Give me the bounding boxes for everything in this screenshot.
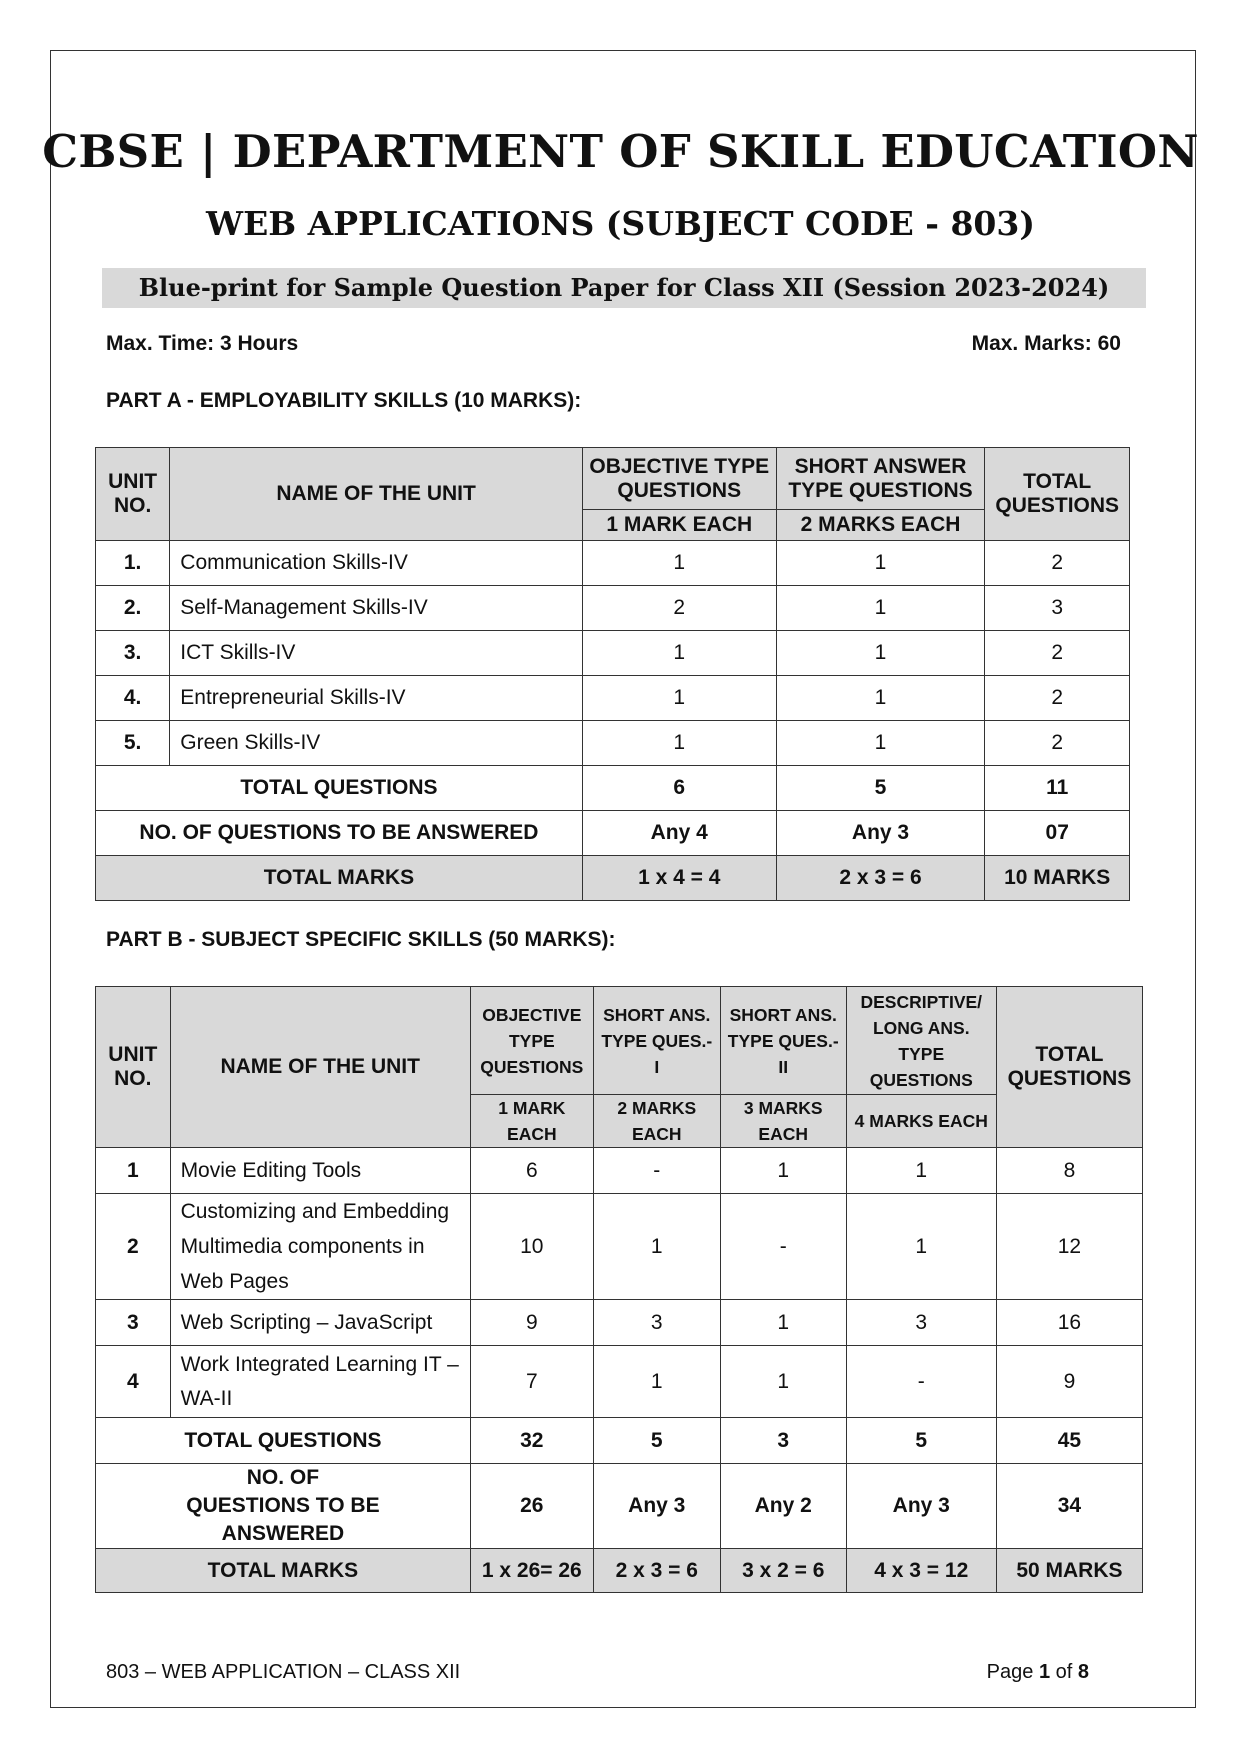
unit-no: 2.	[96, 586, 170, 631]
footer-subject: 803 – WEB APPLICATION – CLASS XII	[106, 1661, 461, 1683]
header-objective: OBJECTIVE TYPE QUESTIONS	[470, 987, 593, 1095]
to-answer-long: Any 3	[846, 1464, 996, 1549]
marks-objective: 1 x 26= 26	[470, 1549, 593, 1593]
total-all: 45	[996, 1418, 1142, 1464]
unit-no: 3	[96, 1300, 171, 1346]
objective-count: 1	[582, 631, 776, 676]
total-objective: 32	[470, 1418, 593, 1464]
unit-name: Work Integrated Learning IT – WA-II	[170, 1346, 470, 1418]
header-total: TOTAL QUESTIONS	[985, 448, 1130, 541]
total-short2: 3	[720, 1418, 846, 1464]
to-answer-row	[96, 811, 1130, 856]
short1-count: -	[593, 1148, 720, 1194]
header-unit-name: NAME OF THE UNIT	[170, 448, 583, 541]
part-a-heading: PART A - EMPLOYABILITY SKILLS (10 MARKS):	[106, 389, 582, 412]
to-answer-objective: 26	[470, 1464, 593, 1549]
page-total: 8	[1077, 1661, 1089, 1683]
objective-count: 9	[470, 1300, 593, 1346]
marks-short2: 3 x 2 = 6	[720, 1549, 846, 1593]
header-short-2-marks: 3 MARKS EACH	[720, 1095, 846, 1148]
part-a-table	[95, 447, 1130, 901]
objective-count: 1	[582, 721, 776, 766]
short2-count: -	[720, 1194, 846, 1300]
total-count: 2	[985, 541, 1130, 586]
total-count: 9	[996, 1346, 1142, 1418]
header-objective: OBJECTIVE TYPE QUESTIONS	[582, 448, 776, 510]
to-answer-short2: Any 2	[720, 1464, 846, 1549]
total-marks-label: TOTAL MARKS	[96, 1549, 471, 1593]
total-marks-label: TOTAL MARKS	[96, 856, 583, 901]
header-short-answer: SHORT ANSWER TYPE QUESTIONS	[776, 448, 985, 510]
short-count: 1	[776, 541, 985, 586]
page-of: of	[1055, 1661, 1073, 1683]
total-count: 8	[996, 1148, 1142, 1194]
to-answer-short1: Any 3	[593, 1464, 720, 1549]
short-count: 1	[776, 631, 985, 676]
marks-short1: 2 x 3 = 6	[593, 1549, 720, 1593]
long-count: -	[846, 1346, 996, 1418]
unit-name: Customizing and Embedding Multimedia components in Web Pages	[170, 1194, 470, 1300]
marks-total: 10 MARKS	[985, 856, 1130, 901]
to-answer-objective: Any 4	[582, 811, 776, 856]
document-title: CBSE | DEPARTMENT OF SKILL EDUCATION	[42, 125, 1199, 178]
marks-long: 4 x 3 = 12	[846, 1549, 996, 1593]
total-long: 5	[846, 1418, 996, 1464]
max-time: Max. Time: 3 Hours	[106, 332, 299, 355]
objective-count: 1	[582, 676, 776, 721]
table-row	[96, 721, 1130, 766]
unit-name: Green Skills-IV	[170, 721, 583, 766]
short2-count: 1	[720, 1148, 846, 1194]
short-count: 1	[776, 676, 985, 721]
header-long: DESCRIPTIVE/ LONG ANS. TYPE QUESTIONS	[846, 987, 996, 1095]
objective-count: 6	[470, 1148, 593, 1194]
unit-no: 3.	[96, 631, 170, 676]
header-short-marks: 2 MARKS EACH	[776, 510, 985, 541]
total-count: 2	[985, 721, 1130, 766]
objective-count: 1	[582, 541, 776, 586]
unit-no: 4.	[96, 676, 170, 721]
total-questions-label: TOTAL QUESTIONS	[96, 1418, 471, 1464]
short1-count: 3	[593, 1300, 720, 1346]
unit-no: 5.	[96, 721, 170, 766]
short-count: 1	[776, 586, 985, 631]
short1-count: 1	[593, 1346, 720, 1418]
header-long-marks: 4 MARKS EACH	[846, 1095, 996, 1148]
short2-count: 1	[720, 1300, 846, 1346]
header-objective-marks: 1 MARK EACH	[582, 510, 776, 541]
table-row	[96, 631, 1130, 676]
total-questions-label: TOTAL QUESTIONS	[96, 766, 583, 811]
unit-no: 4	[96, 1346, 171, 1418]
header-unit-no: UNIT NO.	[96, 987, 171, 1148]
objective-count: 2	[582, 586, 776, 631]
part-b-table	[95, 986, 1143, 1593]
header-short-1-marks: 2 MARKS EACH	[593, 1095, 720, 1148]
objective-count: 10	[470, 1194, 593, 1300]
total-count: 2	[985, 676, 1130, 721]
total-objective: 6	[582, 766, 776, 811]
header-objective-marks: 1 MARK EACH	[470, 1095, 593, 1148]
table-row	[96, 1194, 1143, 1300]
max-marks: Max. Marks: 60	[971, 332, 1121, 355]
to-answer-total: 07	[985, 811, 1130, 856]
total-short1: 5	[593, 1418, 720, 1464]
unit-no: 2	[96, 1194, 171, 1300]
header-unit-no: UNIT NO.	[96, 448, 170, 541]
total-count: 2	[985, 631, 1130, 676]
unit-no: 1.	[96, 541, 170, 586]
part-b-heading: PART B - SUBJECT SPECIFIC SKILLS (50 MARKS):	[106, 928, 616, 951]
marks-short: 2 x 3 = 6	[776, 856, 985, 901]
table-row	[96, 1346, 1143, 1418]
to-answer-label: NO. OF QUESTIONS TO BE ANSWERED	[96, 811, 583, 856]
unit-name: Web Scripting – JavaScript	[170, 1300, 470, 1346]
table-row	[96, 1148, 1143, 1194]
total-marks-row	[96, 1549, 1143, 1593]
total-count: 12	[996, 1194, 1142, 1300]
total-marks-row	[96, 856, 1130, 901]
header-short-2: SHORT ANS. TYPE QUES.- II	[720, 987, 846, 1095]
to-answer-label: NO. OF QUESTIONS TO BE ANSWERED	[96, 1464, 471, 1549]
total-short: 5	[776, 766, 985, 811]
header-unit-name: NAME OF THE UNIT	[170, 987, 470, 1148]
document-subtitle: WEB APPLICATIONS (SUBJECT CODE - 803)	[206, 204, 1035, 243]
to-answer-total: 34	[996, 1464, 1142, 1549]
total-questions-row	[96, 1418, 1143, 1464]
unit-name: Communication Skills-IV	[170, 541, 583, 586]
short-count: 1	[776, 721, 985, 766]
total-questions-row	[96, 766, 1130, 811]
to-answer-short: Any 3	[776, 811, 985, 856]
unit-name: Entrepreneurial Skills-IV	[170, 676, 583, 721]
page-current: 1	[1038, 1661, 1051, 1683]
total-all: 11	[985, 766, 1130, 811]
table-row	[96, 1300, 1143, 1346]
marks-objective: 1 x 4 = 4	[582, 856, 776, 901]
page-number	[987, 1661, 1089, 1684]
to-answer-row	[96, 1464, 1143, 1549]
objective-count: 7	[470, 1346, 593, 1418]
unit-name: Self-Management Skills-IV	[170, 586, 583, 631]
blueprint-banner: Blue-print for Sample Question Paper for Class XII (Session 2023-2024)	[102, 268, 1146, 308]
marks-total: 50 MARKS	[996, 1549, 1142, 1593]
table-row	[96, 676, 1130, 721]
header-total: TOTAL QUESTIONS	[996, 987, 1142, 1148]
long-count: 3	[846, 1300, 996, 1346]
unit-name: ICT Skills-IV	[170, 631, 583, 676]
page-word: Page	[986, 1661, 1034, 1683]
short1-count: 1	[593, 1194, 720, 1300]
table-row	[96, 541, 1130, 586]
short2-count: 1	[720, 1346, 846, 1418]
total-count: 3	[985, 586, 1130, 631]
long-count: 1	[846, 1148, 996, 1194]
header-short-1: SHORT ANS. TYPE QUES.- I	[593, 987, 720, 1095]
total-count: 16	[996, 1300, 1142, 1346]
table-row	[96, 586, 1130, 631]
long-count: 1	[846, 1194, 996, 1300]
unit-no: 1	[96, 1148, 171, 1194]
unit-name: Movie Editing Tools	[170, 1148, 470, 1194]
